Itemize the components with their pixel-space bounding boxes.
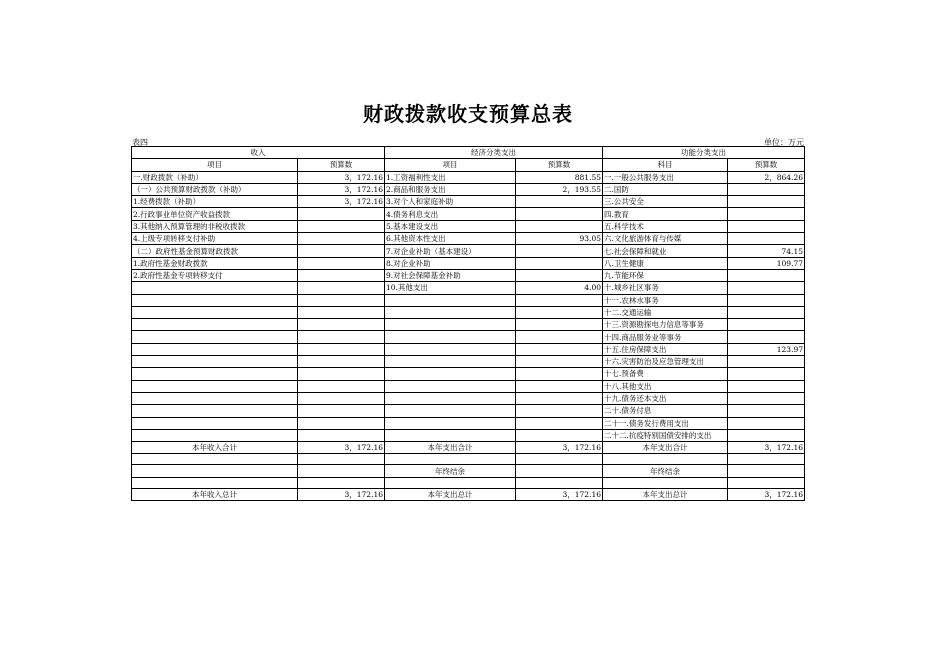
table-cell [298,356,385,368]
table-cell [385,405,516,417]
table-cell: 93.05 [516,233,603,245]
table-cell: 2，864.26 [728,171,805,183]
exp-total-label: 本年支出合计 [385,442,516,454]
table-cell [385,380,516,392]
table-cell [385,368,516,380]
table-cell [385,429,516,441]
table-row [132,208,805,220]
table-cell [728,282,805,294]
balance-label-func: 年终结余 [603,465,728,477]
table-cell: 十六.灾害防治及应急管理支出 [603,356,728,368]
table-cell: 二十.债务付息 [603,405,728,417]
table-cell: 881.55 [516,171,603,183]
table-cell [385,356,516,368]
blank-row [132,454,805,465]
table-cell [385,306,516,318]
table-cell [728,269,805,281]
table-cell [516,417,603,429]
table-cell: 五.科学技术 [603,220,728,232]
table-cell: 2.政府性基金专项转移支付 [132,269,298,281]
table-cell [728,405,805,417]
table-cell [298,306,385,318]
table-cell: （二）政府性基金预算财政拨款 [132,245,298,257]
table-cell: 十.城乡社区事务 [603,282,728,294]
table-cell: 十七.预备费 [603,368,728,380]
table-cell: 6.其他资本性支出 [385,233,516,245]
table-cell [728,392,805,404]
table-cell [385,343,516,355]
table-cell [298,319,385,331]
table-cell [385,417,516,429]
table-cell: 二十二.抗疫特别国债安排的支出 [603,429,728,441]
table-row [132,331,805,343]
table-cell [516,294,603,306]
table-cell: 10.其他支出 [385,282,516,294]
table-cell: 4.上级专项转移支付补助 [132,233,298,245]
income-grand-value: 3，172.16 [298,488,385,500]
table-cell [298,208,385,220]
budget-table [131,146,805,501]
table-row [132,220,805,232]
unit-label: 单位：万元 [764,138,804,147]
table-row [132,257,805,269]
table-cell [516,257,603,269]
table-cell [516,245,603,257]
table-cell [132,343,298,355]
table-cell: 3，172.16 [298,196,385,208]
table-cell [132,429,298,441]
table-cell [728,417,805,429]
table-cell [132,417,298,429]
table-cell: 二十一.债务发行费用支出 [603,417,728,429]
page-title: 财政拨款收支预算总表 [363,102,573,126]
table-cell [728,183,805,195]
table-cell [132,306,298,318]
func-total-value: 3，172.16 [728,442,805,454]
table-row [132,171,805,183]
table-row [132,380,805,392]
func-total-label: 本年支出合计 [603,442,728,454]
table-cell [516,405,603,417]
table-cell: 十五.住房保障支出 [603,343,728,355]
table-cell [728,380,805,392]
table-cell: 3.其他纳入预算管理的非税收拨款 [132,220,298,232]
table-cell [298,429,385,441]
table-cell: 3.对个人和家庭补助 [385,196,516,208]
func-grand-label: 本年支出总计 [603,488,728,500]
table-cell [516,392,603,404]
col-header: 项目 [385,159,516,171]
table-cell [516,319,603,331]
table-cell [728,294,805,306]
exp-total-value: 3，172.16 [516,442,603,454]
table-cell [516,331,603,343]
table-row [132,233,805,245]
table-cell: 74.15 [728,245,805,257]
table-cell [728,429,805,441]
table-cell [516,429,603,441]
table-cell [132,368,298,380]
table-row [132,392,805,404]
table-row [132,319,805,331]
table-cell [516,356,603,368]
exp-grand-value: 3，172.16 [516,488,603,500]
table-cell: 3，172.16 [298,171,385,183]
table-cell [385,319,516,331]
table-row [132,196,805,208]
group-economic: 经济分类支出 [385,147,603,159]
table-cell: 5.基本建设支出 [385,220,516,232]
table-cell: 1.政府性基金财政拨款 [132,257,298,269]
group-functional: 功能分类支出 [603,147,805,159]
table-cell: 十二.交通运输 [603,306,728,318]
table-row [132,306,805,318]
table-cell [132,294,298,306]
totals-row [132,442,805,454]
table-cell: 7.对企业补助（基本建设） [385,245,516,257]
table-cell: 9.对社会保障基金补助 [385,269,516,281]
column-header-row [132,159,805,171]
income-total-label: 本年收入合计 [132,442,298,454]
table-cell [132,392,298,404]
table-cell: 十九.债务还本支出 [603,392,728,404]
table-cell [728,356,805,368]
table-cell [298,245,385,257]
table-cell: 109.77 [728,257,805,269]
exp-grand-label: 本年支出总计 [385,488,516,500]
table-cell [298,380,385,392]
table-cell [298,368,385,380]
table-cell [728,306,805,318]
table-cell [132,319,298,331]
table-cell [132,331,298,343]
table-row [132,405,805,417]
col-header: 科目 [603,159,728,171]
table-cell: 2.商品和服务支出 [385,183,516,195]
income-grand-label: 本年收入总计 [132,488,298,500]
table-number: 表四 [132,138,148,147]
table-cell [298,220,385,232]
table-cell [728,319,805,331]
table-cell [298,282,385,294]
table-cell: 九.节能环保 [603,269,728,281]
balance-label-exp: 年终结余 [385,465,516,477]
table-cell [516,208,603,220]
table-cell [298,417,385,429]
table-cell [728,233,805,245]
table-cell: 三.公共安全 [603,196,728,208]
table-cell: 一.财政拨款（补助） [132,171,298,183]
table-row [132,269,805,281]
table-row [132,282,805,294]
col-header: 项目 [132,159,298,171]
table-cell: 十四.商品服务业等事务 [603,331,728,343]
table-cell [516,196,603,208]
table-cell [385,294,516,306]
table-cell [516,380,603,392]
table-cell [132,380,298,392]
table-cell [728,208,805,220]
table-cell: 4.00 [516,282,603,294]
table-cell [298,257,385,269]
table-cell [728,220,805,232]
table-cell [298,331,385,343]
table-cell [132,405,298,417]
group-header-row [132,147,805,159]
table-cell: 4.债务利息支出 [385,208,516,220]
table-cell [298,233,385,245]
income-total-value: 3，172.16 [298,442,385,454]
table-cell: 十八.其他支出 [603,380,728,392]
table-cell [132,282,298,294]
table-cell [516,220,603,232]
table-cell: 七.社会保障和就业 [603,245,728,257]
table-cell [132,356,298,368]
table-cell [385,392,516,404]
table-cell [516,306,603,318]
group-income: 收入 [132,147,385,159]
table-cell [298,269,385,281]
table-row [132,245,805,257]
func-grand-value: 3，172.16 [728,488,805,500]
grand-total-row [132,488,805,500]
col-header: 预算数 [298,159,385,171]
table-row [132,294,805,306]
table-cell: 2，193.55 [516,183,603,195]
table-cell: 四.教育 [603,208,728,220]
col-header: 预算数 [516,159,603,171]
table-cell [298,405,385,417]
table-cell [516,368,603,380]
table-cell: 八.卫生健康 [603,257,728,269]
balance-row [132,465,805,477]
table-cell [385,331,516,343]
blank-row [132,477,805,488]
table-row [132,368,805,380]
table-cell [728,331,805,343]
table-cell: 二.国防 [603,183,728,195]
table-cell: 十一.农林水事务 [603,294,728,306]
table-cell [728,368,805,380]
table-cell [728,196,805,208]
table-row [132,183,805,195]
table-cell [516,269,603,281]
table-cell: 8.对企业补助 [385,257,516,269]
table-row [132,343,805,355]
table-cell [516,343,603,355]
table-cell [298,343,385,355]
table-row [132,417,805,429]
table-cell: 1.经费拨款（补助） [132,196,298,208]
table-row [132,429,805,441]
table-cell [298,294,385,306]
col-header: 预算数 [728,159,805,171]
table-cell: 十三.资源勘探电力信息等事务 [603,319,728,331]
table-cell: 一.一般公共服务支出 [603,171,728,183]
table-cell: 3，172.16 [298,183,385,195]
table-cell: 2.行政事业单位资产收益拨款 [132,208,298,220]
table-cell: （一）公共预算财政拨款（补助） [132,183,298,195]
table-row [132,356,805,368]
table-cell: 1.工资福利性支出 [385,171,516,183]
table-cell: 六.文化旅游体育与传媒 [603,233,728,245]
table-cell: 123.97 [728,343,805,355]
table-cell [298,392,385,404]
